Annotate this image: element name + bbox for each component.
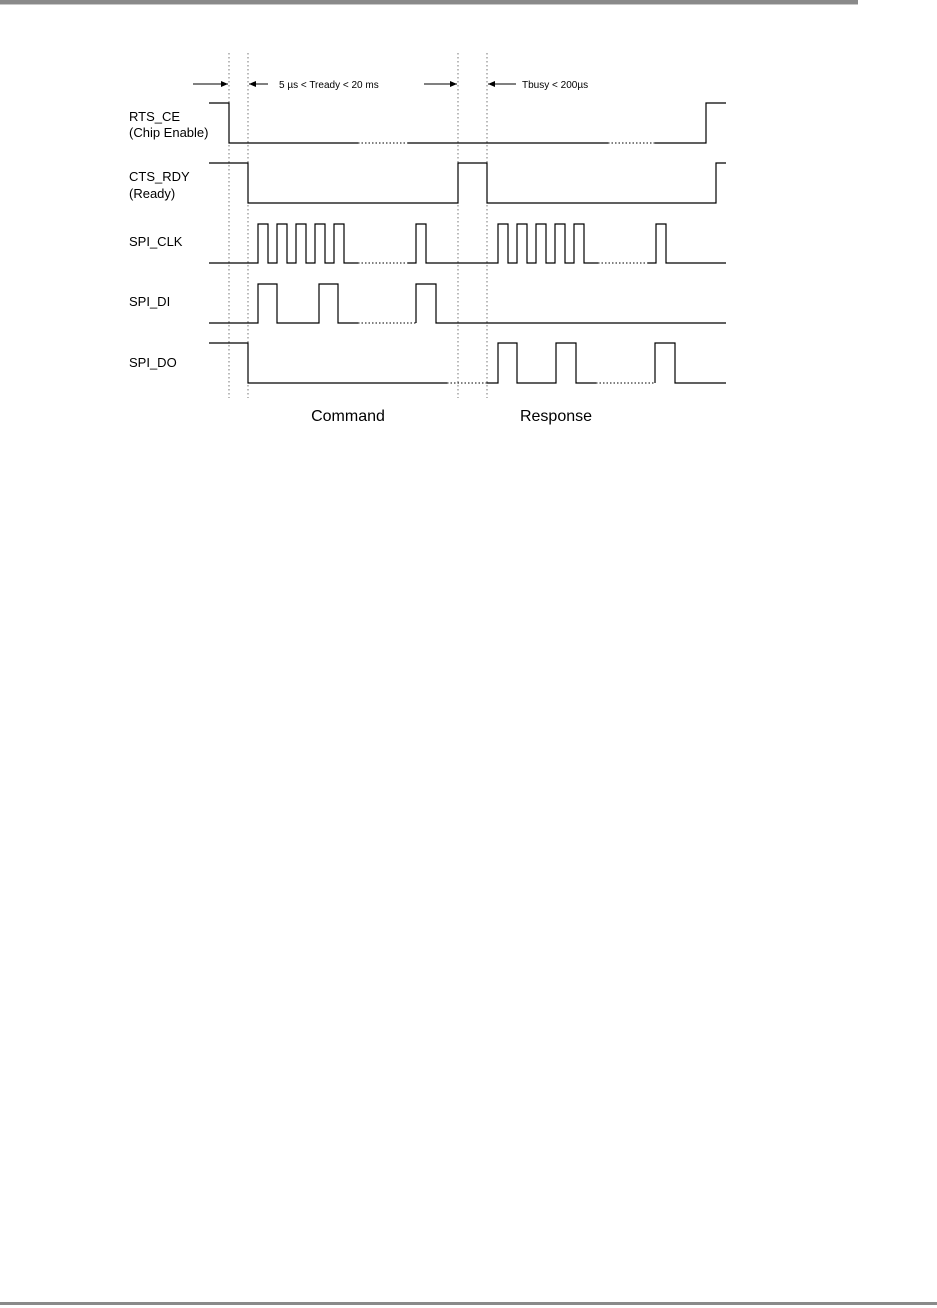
phase-label-command: Command xyxy=(311,408,385,425)
tready-label: 5 µs < Tready < 20 ms xyxy=(279,80,379,91)
signal-name-spi-do: SPI_DO xyxy=(129,355,177,370)
waveform-cts-rdy xyxy=(209,163,726,203)
signal-name-spi-di: SPI_DI xyxy=(129,294,171,309)
waveform-spi-clk xyxy=(209,224,726,263)
tready-right-arrow-head xyxy=(450,81,457,87)
waveform-rts-ce xyxy=(209,103,726,143)
waveform-spi-di xyxy=(209,284,726,323)
tready-left-arrow-head xyxy=(249,81,256,87)
page-bottom-rule xyxy=(0,1302,937,1305)
tbusy-arrow-head xyxy=(488,81,495,87)
signal-name-rts-ce: RTS_CE xyxy=(129,109,181,124)
signal-subtitle-cts-rdy: (Ready) xyxy=(129,186,176,201)
setup-arrow-head xyxy=(221,81,228,87)
phase-label-response: Response xyxy=(519,408,593,425)
signal-subtitle-rts-ce: (Chip Enable) xyxy=(129,125,209,140)
signal-name-spi-clk: SPI_CLK xyxy=(129,234,183,249)
waveform-spi-do xyxy=(209,343,726,383)
tbusy-label: Tbusy < 200µs xyxy=(522,80,589,91)
signal-name-cts-rdy: CTS_RDY xyxy=(129,169,190,184)
